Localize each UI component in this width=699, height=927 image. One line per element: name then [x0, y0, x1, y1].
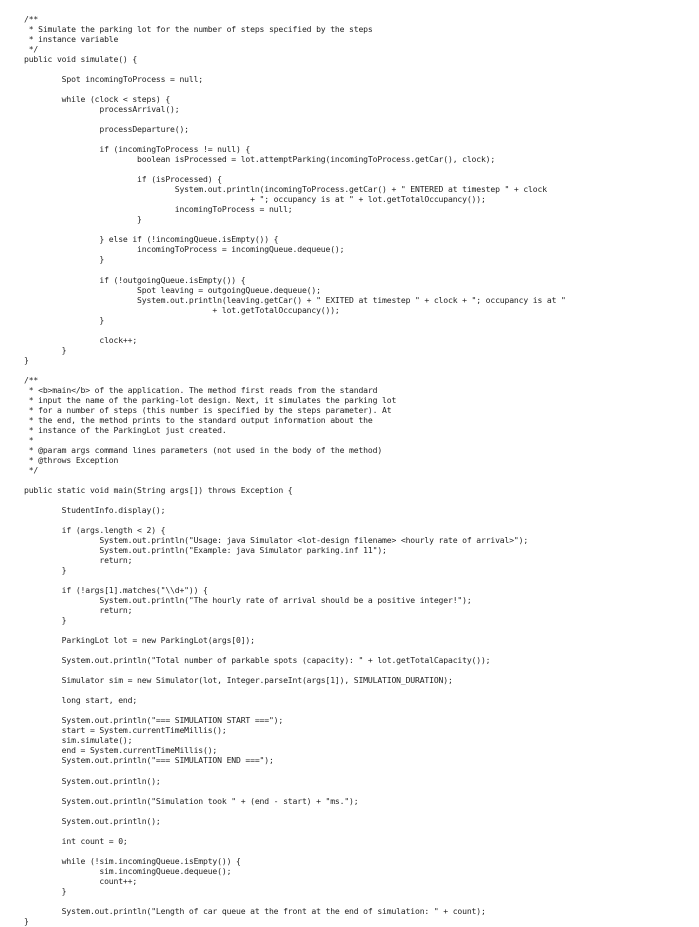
code-line: Spot incomingToProcess = null; — [24, 74, 204, 85]
code-line: while (!sim.incomingQueue.isEmpty()) { — [24, 855, 241, 866]
code-line: + lot.getTotalOccupancy()); — [24, 304, 340, 315]
code-line: public static void main(String args[]) throws Exception { — [24, 484, 293, 495]
code-line: sim.simulate(); — [24, 735, 133, 746]
code-line: if (incomingToProcess != null) { — [24, 144, 251, 155]
code-line: return; — [24, 555, 133, 566]
code-line: int count = 0; — [24, 835, 128, 846]
code-line: } — [24, 254, 105, 265]
code-line: System.out.println("The hourly rate of arrival should be a positive integer!"); — [24, 595, 472, 606]
code-line: public void simulate() { — [24, 54, 138, 65]
code-line: end = System.currentTimeMillis(); — [24, 745, 218, 756]
code-line: } — [24, 314, 105, 325]
code-line: count++; — [24, 875, 138, 886]
code-line: } — [24, 915, 29, 926]
code-line: System.out.println("Simulation took " + (end - start) + "ms."); — [24, 795, 359, 806]
code-line: * the end, the method prints to the standard output information about the — [24, 414, 373, 425]
code-line: } — [24, 214, 142, 225]
code-line: System.out.println(leaving.getCar() + " EXITED at timestep " + clock + "; occupancy is at " — [24, 294, 566, 305]
code-line: processArrival(); — [24, 104, 180, 115]
code-line: } — [24, 885, 67, 896]
code-line: } else if (!incomingQueue.isEmpty()) { — [24, 234, 279, 245]
code-line: * for a number of steps (this number is specified by the steps parameter). At — [24, 404, 392, 415]
code-line: * instance variable — [24, 34, 119, 45]
code-line: return; — [24, 605, 133, 616]
code-line: * Simulate the parking lot for the number of steps specified by the steps — [24, 24, 373, 35]
code-line: Spot leaving = outgoingQueue.dequeue(); — [24, 284, 321, 295]
code-line: incomingToProcess = null; — [24, 204, 293, 215]
code-line: System.out.println("Length of car queue at the front at the end of simulation: " + count); — [24, 905, 486, 916]
code-line: if (isProcessed) { — [24, 174, 222, 185]
code-line: * input the name of the parking-lot design. Next, it simulates the parking lot — [24, 394, 397, 405]
code-line: System.out.println(); — [24, 815, 161, 826]
code-line: sim.incomingQueue.dequeue(); — [24, 865, 232, 876]
code-line: incomingToProcess = incomingQueue.dequeue(); — [24, 244, 345, 255]
code-line: StudentInfo.display(); — [24, 504, 166, 515]
code-line: } — [24, 344, 67, 355]
code-line: */ — [24, 44, 39, 55]
code-line: if (!outgoingQueue.isEmpty()) { — [24, 274, 246, 285]
code-line: /** — [24, 14, 39, 24]
code-line: Simulator sim = new Simulator(lot, Integer.parseInt(args[1]), SIMULATION_DURATION); — [24, 675, 453, 686]
code-line: } — [24, 565, 67, 576]
code-line: System.out.println("Example: java Simulator parking.inf 11"); — [24, 545, 387, 556]
code-line: } — [24, 615, 67, 626]
code-line: * @throws Exception — [24, 454, 119, 465]
code-line: boolean isProcessed = lot.attemptParking(incomingToProcess.getCar(), clock); — [24, 154, 496, 165]
code-line: + "; occupancy is at " + lot.getTotalOccupancy()); — [24, 194, 486, 205]
code-line: * <b>main</b> of the application. The method first reads from the standard — [24, 384, 378, 395]
code-line: ParkingLot lot = new ParkingLot(args[0]); — [24, 635, 255, 646]
code-line: * — [24, 434, 34, 445]
code-line: System.out.println("=== SIMULATION START ==="); — [24, 715, 284, 726]
code-line: System.out.println("Usage: java Simulator <lot-design filename> <hourly rate of arrival>"); — [24, 535, 529, 546]
code-line: processDeparture(); — [24, 124, 189, 135]
code-line: while (clock < steps) { — [24, 94, 171, 105]
code-line: * @param args command lines parameters (not used in the body of the method) — [24, 444, 383, 455]
code-line: * instance of the ParkingLot just created. — [24, 424, 227, 435]
code-line: start = System.currentTimeMillis(); — [24, 725, 227, 736]
code-line: /** — [24, 374, 39, 385]
code-line: System.out.println("=== SIMULATION END ==="); — [24, 755, 274, 766]
code-line: System.out.println("Total number of parkable spots (capacity): " + lot.getTotalCapacity()); — [24, 655, 491, 666]
code-line: System.out.println(incomingToProcess.getCar() + " ENTERED at timestep " + clock — [24, 184, 547, 195]
code-line: clock++; — [24, 334, 138, 345]
code-line: if (!args[1].matches("\\d+")) { — [24, 585, 208, 596]
code-line: long start, end; — [24, 695, 138, 706]
code-line: } — [24, 354, 29, 365]
code-line: */ — [24, 464, 39, 475]
code-line: if (args.length < 2) { — [24, 525, 166, 536]
code-line: System.out.println(); — [24, 775, 161, 786]
